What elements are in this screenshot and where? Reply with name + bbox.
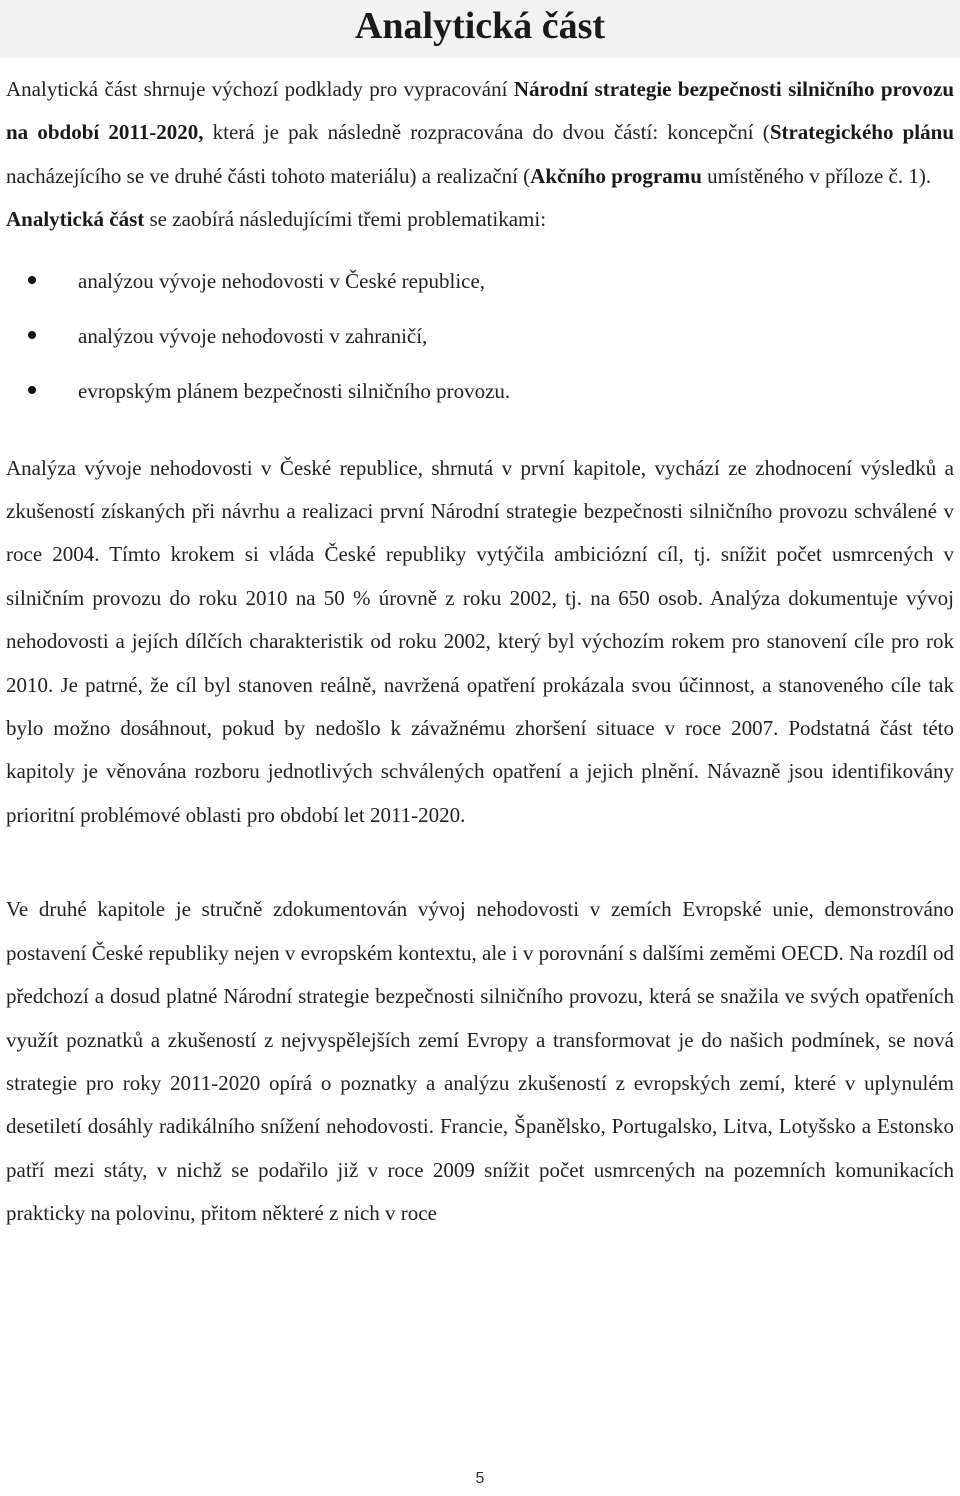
intro-text-1: Analytická část shrnuje výchozí podklady pro vypracování xyxy=(6,77,514,101)
topics-lead-bold: Analytická část xyxy=(6,207,145,232)
spacer xyxy=(6,837,954,888)
spacer xyxy=(6,419,954,447)
list-item-text: analýzou vývoje nehodovosti v zahraničí, xyxy=(78,323,428,348)
topics-list xyxy=(6,254,954,419)
topics-lead xyxy=(6,198,954,241)
bullet-icon xyxy=(28,276,36,284)
intro-text-4: umístěného v příloze č. 1). xyxy=(701,163,932,188)
intro-bold-2: Strategického plánu xyxy=(769,120,954,145)
intro-bold-3: Akčního programu xyxy=(530,163,702,188)
bullet-icon xyxy=(28,386,36,394)
intro-paragraph xyxy=(6,68,954,198)
list-item-text: evropským plánem bezpečnosti silničního provozu. xyxy=(78,378,511,403)
bullet-icon xyxy=(28,331,36,339)
list-item xyxy=(6,254,954,309)
list-item xyxy=(6,364,954,419)
intro-text-2: která je pak následně rozpracována do dvou částí: koncepční ( xyxy=(203,120,770,145)
paragraph-czech-analysis: Analýza vývoje nehodovosti v České republice, shrnutá v první kapitole, vychází ze zhodnocení výsledků a zkušeností získaných při návrhu a realizaci první Národní strategie bezpečnosti silničního provozu schválené v roce 2004. Tímto krokem si vláda České republiky vytýčila ambiciózní cíl, tj. snížit počet usmrcených v silničním provozu do roku 2010 na 50 % úrovně z roku 2002, tj. na 650 osob. Analýza dokumentuje vývoj nehodovosti a jejích dílčích charakteristik od roku 2002, který byl výchozím rokem pro stanovení cíle pro rok 2010. Je patrné, že cíl byl stanoven reálně, navržená opatření prokázala svou účinnost, a stanoveného cíle tak bylo možno dosáhnout, pokud by nedošlo k závažnému zhoršení situace v roce 2007. Podstatná část této kapitoly je věnována rozboru jednotlivých schválených opatření a jejich plnění. Návazně jsou identifikovány prioritní problémové oblasti pro období let 2011-2020. xyxy=(6,455,954,827)
document-body xyxy=(6,68,954,1236)
paragraph-international-analysis: Ve druhé kapitole je stručně zdokumentován vývoj nehodovosti v zemích Evropské unie, demonstrováno postavení České republiky nejen v evropském kontextu, ale i v porovnání s dalšími zeměmi OECD. Na rozdíl od předchozí a dosud platné Národní strategie bezpečnosti silničního provozu, která se snažila ve svých opatřeních využít poznatků a zkušeností z nejvyspělejších zemí Evropy a transformovat je do našich podmínek, se nová strategie pro roky 2011-2020 opírá o poznatky a analýzu zkušeností z evropských zemí, které v uplynulém desetiletí dosáhly radikálního snížení nehodovosti. Francie, Španělsko, Portugalsko, Litva, Lotyšsko a Estonsko patří mezi státy, v nichž se podařilo již v roce 2009 snížit počet usmrcených na pozemních komunikacích prakticky na polovinu, přitom některé z nich v roce xyxy=(6,897,954,1226)
page-number: 5 xyxy=(475,1470,485,1487)
list-item xyxy=(6,309,954,364)
topics-lead-text: se zaobírá následujícími třemi problematikami: xyxy=(144,207,547,232)
intro-text-3: nacházejícího se ve druhé části tohoto materiálu) a realizační ( xyxy=(6,163,531,188)
list-item-text: analýzou vývoje nehodovosti v České republice, xyxy=(78,268,486,293)
page-title: Analytická část xyxy=(354,5,606,47)
intro-bold-1: Národní strategie bezpečnosti silničního provozu na období 2011-2020, xyxy=(6,77,954,145)
